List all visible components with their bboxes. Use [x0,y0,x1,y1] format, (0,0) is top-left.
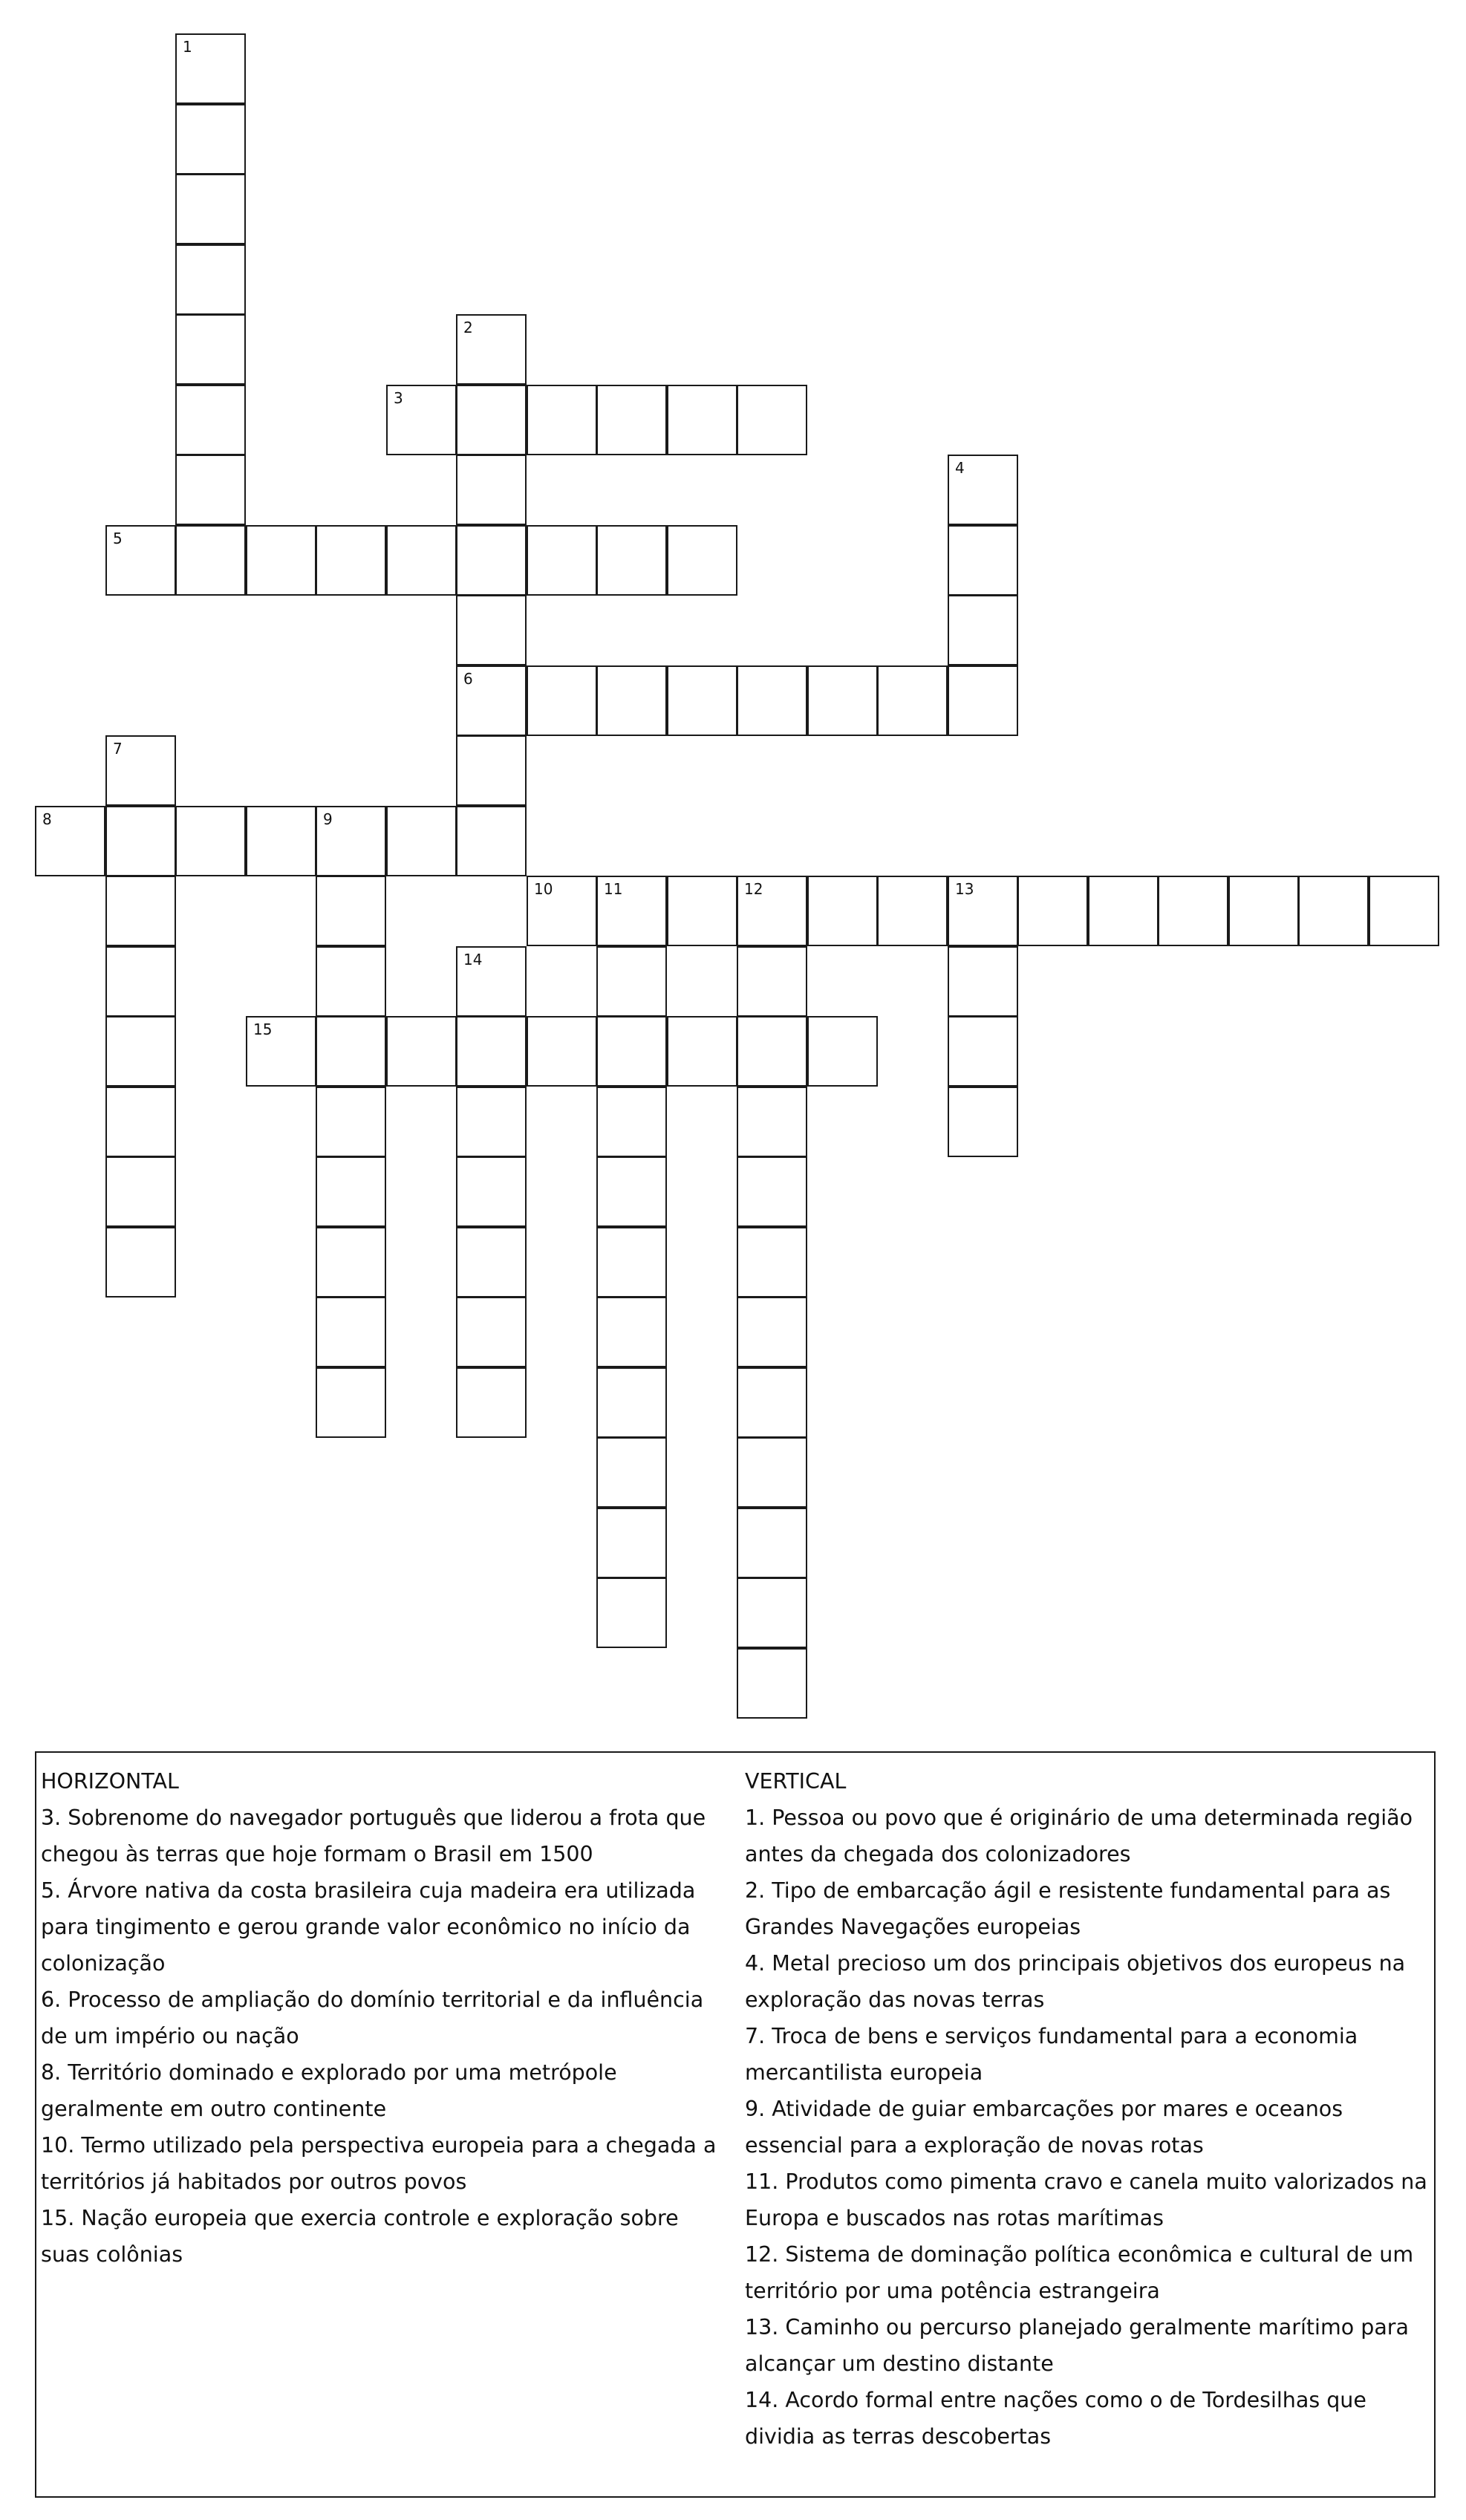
clue-number: 15 [253,1020,273,1038]
crossword-cell[interactable] [456,455,527,525]
clue-vertical-7: 7. Troca de bens e serviços fundamental para a economia mercantilista europeia [745,2024,1358,2085]
crossword-cell[interactable] [175,806,246,876]
crossword-cell[interactable] [456,314,527,385]
crossword-cell[interactable] [737,1156,807,1227]
clue-number: 7 [113,740,123,758]
crossword-cell[interactable] [246,806,316,876]
crossword-cell[interactable] [596,525,667,596]
crossword-cell[interactable] [667,1016,737,1087]
crossword-cell[interactable] [175,244,246,315]
clue-horizontal-8: 8. Território dominado e explorado por uma metrópole geralmente em outro continente [41,2060,617,2121]
crossword-cell[interactable] [948,876,1018,946]
crossword-cell[interactable] [316,1227,386,1298]
crossword-cell[interactable] [456,1367,527,1438]
crossword-cell[interactable] [456,946,527,1017]
crossword-cell[interactable] [737,1016,807,1087]
crossword-cell[interactable] [596,1156,667,1227]
crossword-cell[interactable] [316,806,386,876]
crossword-cell[interactable] [316,525,386,596]
clue-horizontal-10: 10. Termo utilizado pela perspectiva europeia para a chegada a territórios já habitados por outros povos [41,2133,717,2194]
clue-number: 2 [463,319,473,336]
crossword-cell[interactable] [456,385,527,455]
clue-vertical-11: 11. Produtos como pimenta cravo e canela muito valorizados na Europa e buscados nas rotas marítimas [745,2169,1427,2230]
crossword-cell[interactable] [737,1578,807,1648]
crossword-cell[interactable] [1369,876,1439,946]
crossword-cell[interactable] [737,385,807,455]
crossword-cell[interactable] [456,595,527,665]
horizontal-clues-column [41,1763,732,2273]
crossword-cell[interactable] [1158,876,1228,946]
crossword-cell[interactable] [246,525,316,596]
crossword-cell[interactable] [667,665,737,736]
crossword-cell[interactable] [948,665,1018,736]
crossword-cell[interactable] [175,455,246,525]
crossword-cell[interactable] [35,806,105,876]
crossword-cell[interactable] [667,525,737,596]
crossword-cell[interactable] [105,1227,176,1298]
crossword-cell[interactable] [316,876,386,946]
crossword-cell[interactable] [737,876,807,946]
crossword-cell[interactable] [527,665,597,736]
crossword-cell[interactable] [316,1087,386,1157]
crossword-cell[interactable] [807,665,878,736]
crossword-cell[interactable] [948,946,1018,1017]
crossword-cell[interactable] [807,1016,878,1087]
clue-vertical-14: 14. Acordo formal entre nações como o de Tordesilhas que dividia as terras descobertas [745,2388,1366,2449]
crossword-cell[interactable] [105,1016,176,1087]
crossword-cell[interactable] [105,1156,176,1227]
crossword-cell[interactable] [105,876,176,946]
clue-vertical-12: 12. Sistema de dominação política econômica e cultural de um território por uma potência estrangeira [745,2242,1414,2303]
clue-number: 1 [183,38,192,56]
crossword-cell[interactable] [877,876,948,946]
crossword-cell[interactable] [456,1297,527,1367]
crossword-cell[interactable] [316,1156,386,1227]
crossword-cell[interactable] [175,174,246,244]
crossword-cell[interactable] [105,525,176,596]
crossword-cell[interactable] [596,876,667,946]
crossword-cell[interactable] [456,1087,527,1157]
crossword-cell[interactable] [105,735,176,806]
clue-number: 3 [394,389,403,407]
crossword-cell[interactable] [737,946,807,1017]
clue-vertical-13: 13. Caminho ou percurso planejado geralmente marítimo para alcançar um destino distante [745,2315,1409,2376]
crossword-cell[interactable] [316,1367,386,1438]
crossword-cell[interactable] [596,1508,667,1578]
crossword-cell[interactable] [456,665,527,736]
crossword-cell[interactable] [175,314,246,385]
crossword-cell[interactable] [105,1087,176,1157]
crossword-cell[interactable] [1017,876,1088,946]
clue-number: 5 [113,530,123,547]
crossword-cell[interactable] [316,946,386,1017]
clue-vertical-4: 4. Metal precioso um dos principais objetivos dos europeus na exploração das novas terras [745,1951,1406,2012]
crossword-cell[interactable] [596,946,667,1017]
clue-number: 10 [534,880,553,898]
crossword-cell[interactable] [596,1578,667,1648]
crossword-cell[interactable] [456,1227,527,1298]
crossword-cell[interactable] [737,1297,807,1367]
crossword-cell[interactable] [527,1016,597,1087]
crossword-cell[interactable] [737,1508,807,1578]
crossword-cell[interactable] [175,104,246,175]
clue-vertical-9: 9. Atividade de guiar embarcações por mares e oceanos essencial para a exploração de novas rotas [745,2097,1343,2158]
horizontal-heading: HORIZONTAL [41,1769,179,1794]
crossword-cell[interactable] [737,1437,807,1508]
crossword-cell[interactable] [386,806,457,876]
clue-vertical-1: 1. Pessoa ou povo que é originário de uma determinada região antes da chegada dos colonizadores [745,1806,1413,1866]
crossword-cell[interactable] [316,1297,386,1367]
clue-horizontal-6: 6. Processo de ampliação do domínio territorial e da influência de um império ou nação [41,1987,704,2048]
clue-vertical-2: 2. Tipo de embarcação ágil e resistente fundamental para as Grandes Navegações europeias [745,1878,1391,1939]
crossword-cell[interactable] [596,385,667,455]
crossword-cell[interactable] [737,665,807,736]
clue-horizontal-3: 3. Sobrenome do navegador português que liderou a frota que chegou às terras que hoje formam o Brasil em 1500 [41,1806,706,1866]
crossword-cell[interactable] [175,525,246,596]
crossword-cell[interactable] [948,455,1018,525]
clue-number: 12 [744,880,763,898]
crossword-cell[interactable] [1088,876,1159,946]
crossword-cell[interactable] [175,33,246,104]
clue-number: 9 [323,810,333,828]
vertical-clues-column [745,1763,1433,2455]
crossword-cell[interactable] [527,525,597,596]
crossword-cell[interactable] [527,876,597,946]
clue-number: 14 [463,951,483,968]
crossword-cell[interactable] [948,525,1018,596]
crossword-cell[interactable] [386,525,457,596]
crossword-cell[interactable] [456,1156,527,1227]
crossword-cell[interactable] [596,1297,667,1367]
crossword-cell[interactable] [456,1016,527,1087]
clues-box [35,1751,1436,2498]
crossword-cell[interactable] [667,385,737,455]
crossword-cell[interactable] [527,385,597,455]
clue-number: 6 [463,670,473,688]
clue-number: 8 [42,810,52,828]
crossword-cell[interactable] [105,806,176,876]
crossword-cell[interactable] [456,525,527,596]
crossword-cell[interactable] [316,1016,386,1087]
crossword-cell[interactable] [105,946,176,1017]
crossword-cell[interactable] [596,1016,667,1087]
crossword-cell[interactable] [948,595,1018,665]
clue-number: 4 [955,459,965,477]
crossword-cell[interactable] [596,1367,667,1438]
crossword-cell[interactable] [737,1648,807,1719]
crossword-cell[interactable] [596,1437,667,1508]
clue-number: 13 [955,880,974,898]
crossword-cell[interactable] [596,665,667,736]
crossword-cell[interactable] [737,1087,807,1157]
crossword-cell[interactable] [948,1087,1018,1157]
crossword-cell[interactable] [807,876,878,946]
crossword-cell[interactable] [596,1227,667,1298]
clue-horizontal-15: 15. Nação europeia que exercia controle e exploração sobre suas colônias [41,2206,679,2267]
clue-horizontal-5: 5. Árvore nativa da costa brasileira cuja madeira era utilizada para tingimento e gerou grande valor econômico no início da colonização [41,1878,696,1976]
clue-number: 11 [604,880,623,898]
crossword-cell[interactable] [877,665,948,736]
crossword-cell[interactable] [246,1016,316,1087]
crossword-cell[interactable] [1298,876,1369,946]
crossword-cell[interactable] [667,876,737,946]
crossword-cell[interactable] [386,385,457,455]
crossword-cell[interactable] [737,1367,807,1438]
crossword-cell[interactable] [456,735,527,806]
crossword-cell[interactable] [948,1016,1018,1087]
crossword-cell[interactable] [737,1227,807,1298]
crossword-cell[interactable] [175,385,246,455]
crossword-cell[interactable] [456,806,527,876]
vertical-heading: VERTICAL [745,1769,847,1794]
crossword-cell[interactable] [386,1016,457,1087]
crossword-cell[interactable] [596,1087,667,1157]
crossword-cell[interactable] [1228,876,1299,946]
